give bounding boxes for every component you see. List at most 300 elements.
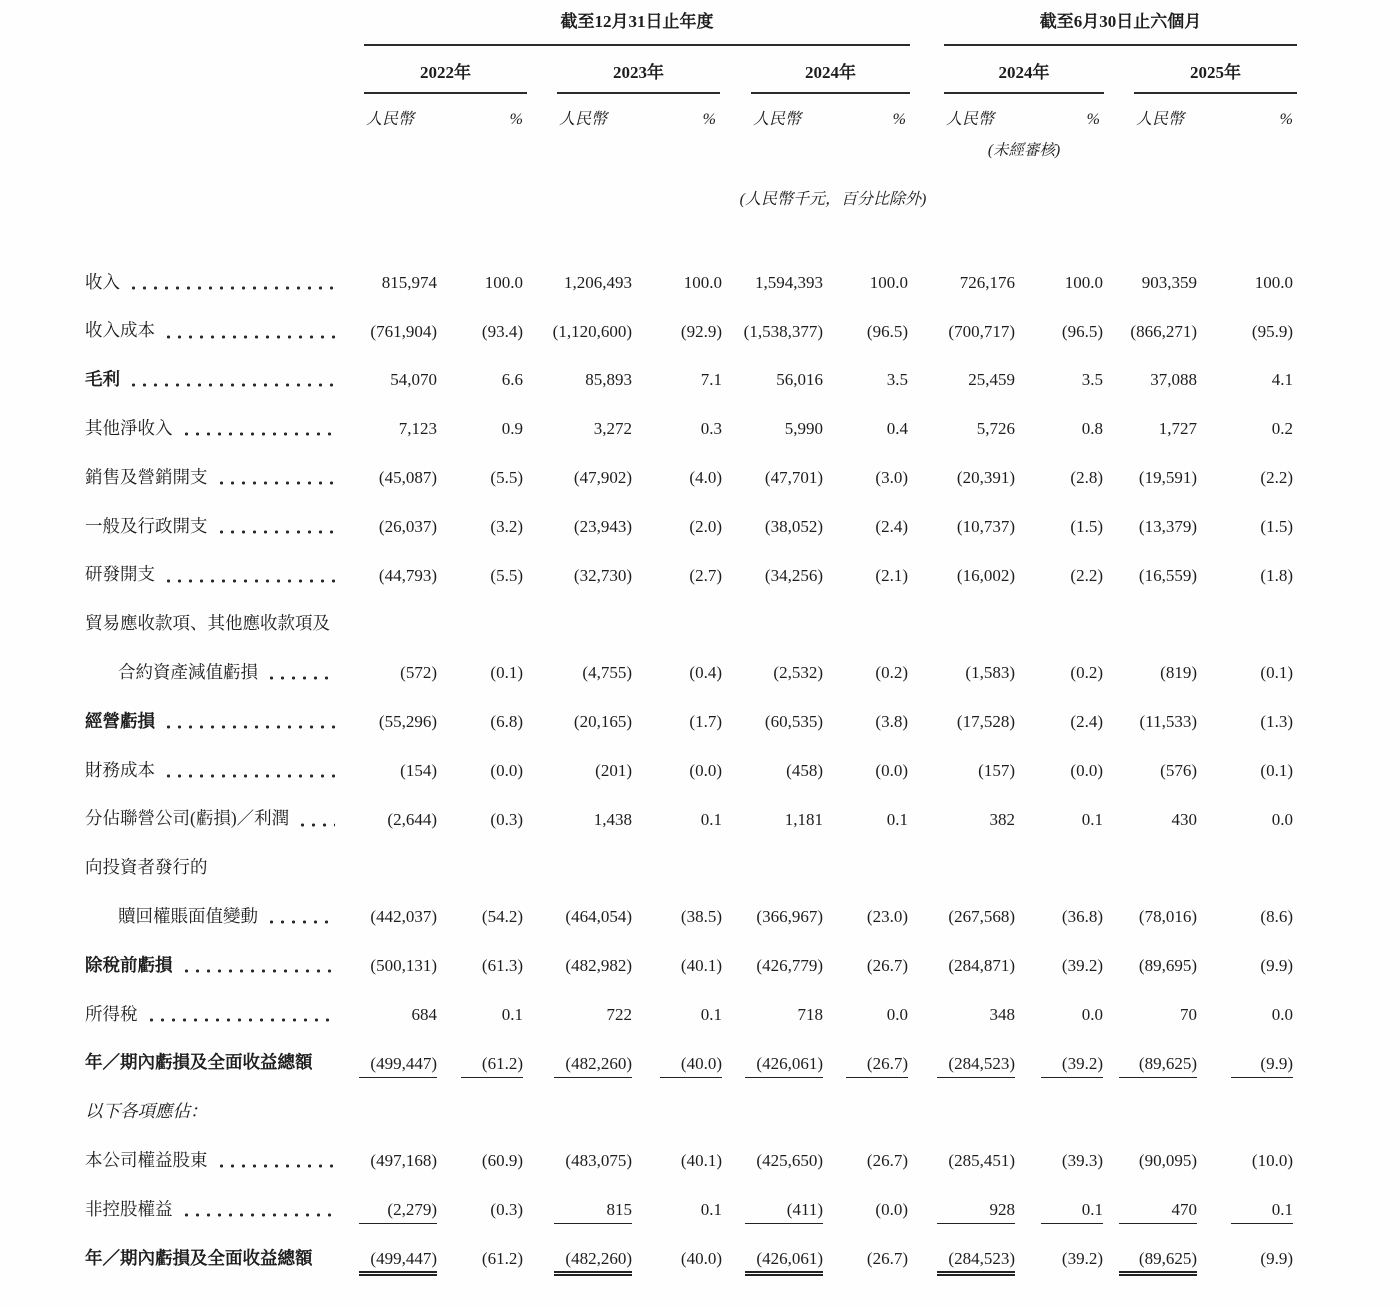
value-cell — [357, 1055, 437, 1073]
cell-text: (9.9) — [1260, 955, 1293, 975]
value-cell — [357, 811, 437, 829]
percent-cell — [1015, 274, 1103, 292]
value-cell — [1103, 469, 1197, 487]
percent-cell — [823, 762, 908, 780]
percent-cell — [632, 1152, 722, 1170]
cell-text: (157) — [978, 760, 1015, 780]
cell-text: 0.1 — [1041, 1201, 1103, 1224]
value-cell — [908, 1006, 1015, 1024]
row-label — [85, 613, 357, 633]
value-cell — [722, 567, 823, 585]
cell-text: (499,447) — [359, 1055, 437, 1078]
percent-cell — [1197, 274, 1293, 292]
percent-cell — [1197, 1006, 1293, 1024]
value-cell — [1103, 908, 1197, 926]
cell-text: 70 — [1180, 1004, 1197, 1024]
row-label-text: 銷售及營銷開支 — [85, 466, 208, 487]
percent-cell — [437, 713, 523, 731]
value-cell — [1103, 664, 1197, 682]
row-label-text: 一般及行政開支 — [85, 515, 208, 536]
cell-text: (54.2) — [481, 907, 523, 927]
value-cell — [523, 908, 632, 926]
value-cell — [1103, 420, 1197, 438]
year-group-2024 — [751, 58, 910, 129]
percent-column-header: % — [1279, 111, 1293, 128]
cell-text: 4.1 — [1271, 370, 1293, 390]
year-rule — [751, 92, 910, 94]
cell-text: (0.2) — [875, 663, 908, 683]
cell-text: (411) — [745, 1201, 823, 1224]
row-label-text: 貿易應收款項、其他應收款項及 — [85, 613, 330, 634]
year-group-2024-interim — [944, 58, 1104, 129]
cell-text: (40.0) — [660, 1055, 722, 1078]
cell-text: 0.1 — [886, 809, 908, 829]
percent-cell — [632, 518, 722, 536]
percent-cell — [1015, 762, 1103, 780]
value-cell — [523, 762, 632, 780]
value-cell — [722, 274, 823, 292]
percent-cell — [1015, 957, 1103, 975]
cell-text: (60.9) — [481, 1151, 523, 1171]
row-label — [85, 808, 357, 828]
percent-cell — [632, 1055, 722, 1073]
percent-cell — [823, 567, 908, 585]
row-label — [85, 1248, 357, 1268]
cell-text: (61.2) — [481, 1248, 523, 1268]
cell-text: (1,538,377) — [743, 321, 823, 341]
table-row — [85, 877, 1293, 926]
percent-cell — [632, 908, 722, 926]
value-cell — [357, 664, 437, 682]
cell-text: (201) — [595, 760, 632, 780]
percent-cell — [632, 420, 722, 438]
value-cell — [1103, 713, 1197, 731]
percent-cell — [437, 1201, 523, 1219]
percent-cell — [1197, 1250, 1293, 1268]
dot-leader — [181, 1213, 336, 1217]
cell-text: (2.4) — [1070, 711, 1103, 731]
cell-text: 0.0 — [886, 1004, 908, 1024]
year-group-2023 — [557, 58, 720, 129]
cell-text: (10.0) — [1251, 1151, 1293, 1171]
cell-text: (39.2) — [1061, 1248, 1103, 1268]
percent-cell — [632, 1201, 722, 1219]
currency-column-header: 人民幣 — [559, 111, 608, 128]
year-group-2025-interim — [1134, 58, 1297, 129]
value-cell — [908, 1250, 1015, 1268]
cell-text: (47,902) — [573, 467, 632, 487]
cell-text: 1,727 — [1158, 419, 1197, 439]
percent-cell — [1197, 567, 1293, 585]
cell-text: (3.2) — [490, 516, 523, 536]
value-cell — [908, 664, 1015, 682]
table-row — [85, 292, 1293, 341]
percent-cell — [823, 274, 908, 292]
unaudited-note: (未經審核) — [987, 142, 1061, 159]
value-cell — [722, 323, 823, 341]
percent-cell — [632, 469, 722, 487]
percent-cell — [437, 1152, 523, 1170]
percent-cell — [437, 518, 523, 536]
cell-text: (2.7) — [689, 565, 722, 585]
year-label: 2024年 — [805, 63, 856, 82]
value-cell — [908, 1055, 1015, 1073]
cell-text: (285,451) — [948, 1151, 1015, 1171]
cell-text: (576) — [1160, 760, 1197, 780]
row-label — [85, 711, 357, 731]
currency-column-header: 人民幣 — [366, 111, 415, 128]
value-cell — [722, 1006, 823, 1024]
value-cell — [908, 371, 1015, 389]
cell-text: (17,528) — [956, 711, 1015, 731]
cell-text: (0.1) — [490, 663, 523, 683]
cell-text: (0.3) — [490, 1199, 523, 1219]
table-row — [85, 682, 1293, 731]
cell-text: (40.0) — [680, 1248, 722, 1268]
value-cell — [908, 762, 1015, 780]
cell-text: 718 — [797, 1004, 823, 1024]
cell-text: 470 — [1119, 1201, 1197, 1224]
cell-text: (2.8) — [1070, 467, 1103, 487]
value-cell — [908, 908, 1015, 926]
value-cell — [908, 469, 1015, 487]
table-row — [85, 1024, 1293, 1073]
percent-cell — [632, 713, 722, 731]
percent-cell — [437, 957, 523, 975]
cell-text: 0.1 — [1081, 809, 1103, 829]
cell-text: 1,181 — [784, 809, 823, 829]
value-cell — [908, 957, 1015, 975]
percent-cell — [437, 908, 523, 926]
cell-text: (2.1) — [875, 565, 908, 585]
cell-text: (93.4) — [481, 321, 523, 341]
cell-text: (0.2) — [1070, 663, 1103, 683]
cell-text: 0.1 — [700, 809, 722, 829]
percent-cell — [437, 1055, 523, 1073]
row-label — [85, 516, 357, 536]
cell-text: 430 — [1171, 809, 1197, 829]
value-cell — [908, 518, 1015, 536]
value-cell — [523, 371, 632, 389]
cell-text: (0.1) — [1260, 663, 1293, 683]
cell-text: (16,002) — [956, 565, 1015, 585]
cell-text: 0.3 — [700, 419, 722, 439]
cell-text: (284,871) — [948, 955, 1015, 975]
cell-text: 815 — [554, 1201, 632, 1224]
percent-cell — [823, 420, 908, 438]
percent-cell — [1197, 1055, 1293, 1073]
cell-text: (92.9) — [680, 321, 722, 341]
value-cell — [722, 1055, 823, 1073]
row-label-text: 非控股權益 — [85, 1198, 173, 1219]
value-cell — [1103, 518, 1197, 536]
value-cell — [357, 1006, 437, 1024]
percent-cell — [437, 762, 523, 780]
value-cell — [722, 1250, 823, 1268]
cell-text: (0.0) — [1070, 760, 1103, 780]
cell-text: (426,061) — [745, 1055, 823, 1078]
cell-text: 0.0 — [1271, 809, 1293, 829]
dot-leader — [163, 335, 335, 339]
percent-cell — [632, 957, 722, 975]
table-row — [85, 731, 1293, 780]
cell-text: 815,974 — [381, 272, 437, 292]
dot-leader — [146, 1018, 336, 1022]
cell-text: (40.1) — [680, 955, 722, 975]
percent-cell — [1015, 518, 1103, 536]
dot-leader — [216, 1164, 336, 1168]
dot-leader — [128, 286, 335, 290]
dot-leader — [163, 579, 335, 583]
table-row — [85, 975, 1293, 1024]
cell-text: (482,982) — [565, 955, 632, 975]
value-cell — [1103, 1201, 1197, 1219]
cell-text: (1.5) — [1260, 516, 1293, 536]
percent-cell — [823, 1006, 908, 1024]
year-rule — [944, 92, 1104, 94]
value-cell — [523, 1201, 632, 1219]
value-cell — [357, 420, 437, 438]
cell-text: (2.0) — [689, 516, 722, 536]
cell-text: (11,533) — [1139, 711, 1197, 731]
cell-text: (10,737) — [956, 516, 1015, 536]
year-rule — [1134, 92, 1297, 94]
row-label — [85, 857, 357, 877]
value-cell — [357, 1201, 437, 1219]
cell-text: (36.8) — [1061, 907, 1103, 927]
cell-text: (13,379) — [1138, 516, 1197, 536]
percent-cell — [823, 713, 908, 731]
value-cell — [523, 567, 632, 585]
percent-cell — [1015, 1055, 1103, 1073]
cell-text: (19,591) — [1138, 467, 1197, 487]
percent-cell — [823, 469, 908, 487]
value-cell — [357, 518, 437, 536]
table-header — [0, 0, 1399, 240]
cell-text: (96.5) — [866, 321, 908, 341]
value-cell — [1103, 1152, 1197, 1170]
cell-text: (3.0) — [875, 467, 908, 487]
row-label — [85, 1101, 357, 1121]
percent-cell — [823, 957, 908, 975]
cell-text: (761,904) — [370, 321, 437, 341]
row-label-text: 分佔聯營公司(虧損)／利潤 — [85, 808, 290, 829]
value-cell — [1103, 567, 1197, 585]
value-cell — [1103, 957, 1197, 975]
cell-text: (95.9) — [1251, 321, 1293, 341]
row-label-text: 毛利 — [85, 369, 120, 390]
year-rule — [364, 92, 527, 94]
cell-text: (39.2) — [1061, 955, 1103, 975]
header-rule-annual — [364, 44, 910, 46]
cell-text: 100.0 — [869, 272, 908, 292]
value-cell — [523, 1250, 632, 1268]
percent-cell — [632, 323, 722, 341]
value-cell — [908, 1152, 1015, 1170]
cell-text: (23.0) — [866, 907, 908, 927]
percent-cell — [437, 1006, 523, 1024]
value-cell — [357, 1152, 437, 1170]
dot-leader — [216, 530, 336, 534]
value-cell — [1103, 323, 1197, 341]
cell-text: (55,296) — [378, 711, 437, 731]
row-label — [85, 662, 357, 682]
value-cell — [908, 1201, 1015, 1219]
percent-cell — [823, 1055, 908, 1073]
cell-text: (2,532) — [773, 663, 823, 683]
value-cell — [722, 518, 823, 536]
value-cell — [523, 518, 632, 536]
percent-cell — [632, 1250, 722, 1268]
table-row — [85, 389, 1293, 438]
value-cell — [357, 274, 437, 292]
currency-column-header: 人民幣 — [946, 111, 995, 128]
row-label-text: 所得稅 — [85, 1003, 138, 1024]
cell-text: (26,037) — [378, 516, 437, 536]
cell-text: 3.5 — [1081, 370, 1103, 390]
value-cell — [908, 713, 1015, 731]
value-cell — [357, 713, 437, 731]
row-label — [85, 272, 357, 292]
value-cell — [722, 664, 823, 682]
cell-text: (96.5) — [1061, 321, 1103, 341]
table-row — [85, 243, 1293, 292]
cell-text: (366,967) — [756, 907, 823, 927]
cell-text: 726,176 — [959, 272, 1015, 292]
value-cell — [722, 469, 823, 487]
row-label — [85, 1150, 357, 1170]
percent-cell — [437, 664, 523, 682]
row-label — [85, 955, 357, 975]
cell-text: (1.5) — [1070, 516, 1103, 536]
cell-text: (34,256) — [764, 565, 823, 585]
percent-cell — [1197, 811, 1293, 829]
cell-text: 100.0 — [1254, 272, 1293, 292]
cell-text: 0.4 — [886, 419, 908, 439]
value-cell — [1103, 371, 1197, 389]
cell-text: (267,568) — [948, 907, 1015, 927]
cell-text: (2.2) — [1070, 565, 1103, 585]
row-label-text: 收入成本 — [85, 320, 155, 341]
percent-cell — [823, 811, 908, 829]
value-cell — [357, 762, 437, 780]
percent-cell — [632, 1006, 722, 1024]
percent-cell — [1015, 567, 1103, 585]
cell-text: (78,016) — [1138, 907, 1197, 927]
cell-text: 7,123 — [398, 419, 437, 439]
cell-text: 100.0 — [1064, 272, 1103, 292]
cell-text: (1.8) — [1260, 565, 1293, 585]
table-row — [85, 341, 1293, 390]
value-cell — [357, 567, 437, 585]
cell-text: (426,061) — [745, 1250, 823, 1276]
cell-text: (26.7) — [846, 1055, 908, 1078]
cell-text: (20,391) — [956, 467, 1015, 487]
cell-text: 0.0 — [1271, 1004, 1293, 1024]
period-header-annual: 截至12月31日止年度 — [560, 12, 714, 31]
value-cell — [523, 957, 632, 975]
percent-cell — [437, 274, 523, 292]
cell-text: 25,459 — [968, 370, 1015, 390]
value-cell — [908, 274, 1015, 292]
value-cell — [523, 664, 632, 682]
value-cell — [357, 371, 437, 389]
table-row — [85, 780, 1293, 829]
cell-text: (38.5) — [680, 907, 722, 927]
value-cell — [523, 469, 632, 487]
cell-text: 0.1 — [700, 1199, 722, 1219]
cell-text: 0.9 — [501, 419, 523, 439]
cell-text: (44,793) — [378, 565, 437, 585]
dot-leader — [297, 823, 335, 827]
value-cell — [523, 811, 632, 829]
percent-cell — [1197, 371, 1293, 389]
percent-column-header: % — [509, 111, 523, 128]
value-cell — [722, 1152, 823, 1170]
table-row — [85, 438, 1293, 487]
value-cell — [357, 957, 437, 975]
percent-cell — [1015, 908, 1103, 926]
row-label-text: 財務成本 — [85, 759, 155, 780]
percent-cell — [823, 908, 908, 926]
value-cell — [722, 713, 823, 731]
value-cell — [908, 323, 1015, 341]
percent-cell — [1197, 762, 1293, 780]
row-label — [85, 760, 357, 780]
percent-cell — [1015, 664, 1103, 682]
percent-column-header: % — [892, 111, 906, 128]
percent-cell — [437, 469, 523, 487]
row-label — [85, 320, 357, 340]
percent-cell — [1197, 908, 1293, 926]
percent-cell — [1015, 420, 1103, 438]
percent-cell — [1197, 323, 1293, 341]
value-cell — [357, 469, 437, 487]
cell-text: (38,052) — [764, 516, 823, 536]
cell-text: 85,893 — [585, 370, 632, 390]
percent-cell — [632, 762, 722, 780]
cell-text: (572) — [400, 663, 437, 683]
row-label — [85, 564, 357, 584]
table-row — [85, 829, 1293, 878]
row-label-text: 贖回權賬面值變動 — [118, 906, 258, 927]
cell-text: (39.2) — [1041, 1055, 1103, 1078]
year-label: 2022年 — [420, 63, 471, 82]
table-row — [85, 487, 1293, 536]
value-cell — [1103, 1006, 1197, 1024]
cell-text: (482,260) — [554, 1250, 632, 1276]
percent-cell — [1015, 811, 1103, 829]
cell-text: 0.8 — [1081, 419, 1103, 439]
value-cell — [1103, 274, 1197, 292]
percent-cell — [1197, 1152, 1293, 1170]
percent-cell — [823, 323, 908, 341]
cell-text: (0.1) — [1260, 760, 1293, 780]
row-label — [85, 1199, 357, 1219]
cell-text: (2,279) — [359, 1201, 437, 1224]
percent-cell — [632, 811, 722, 829]
percent-cell — [823, 1250, 908, 1268]
cell-text: (60,535) — [764, 711, 823, 731]
percent-cell — [437, 811, 523, 829]
value-cell — [523, 1055, 632, 1073]
currency-column-header: 人民幣 — [753, 111, 802, 128]
value-cell — [523, 1152, 632, 1170]
dot-leader — [181, 432, 336, 436]
percent-cell — [823, 371, 908, 389]
cell-text: 0.1 — [700, 1004, 722, 1024]
table-row — [85, 1219, 1293, 1268]
